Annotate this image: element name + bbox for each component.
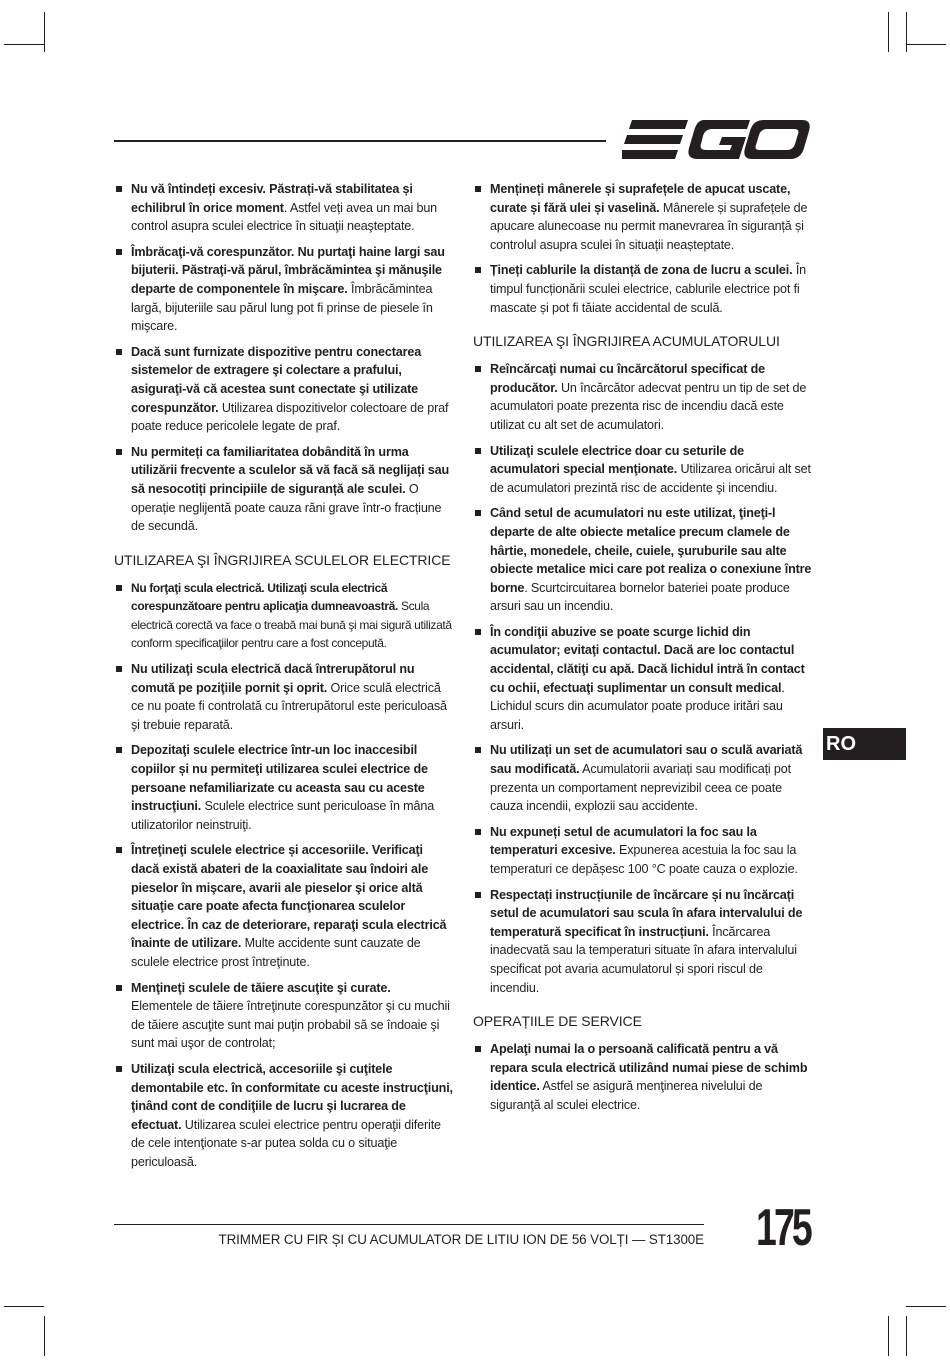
language-tab: RO — [823, 728, 906, 760]
crop-mark — [906, 1306, 946, 1307]
list-item: Nu vă întindeți excesiv. Păstrați-vă stabilitatea și echilibrul în orice moment. Astfel veți avea un mai bun control asupra sculei electrice în situaţii neaşteptate. — [114, 180, 454, 236]
list-item: Utilizaţi sculele electrice doar cu seturile de acumulatori special menţionate. Utilizarea oricărui alt set de acumulatori prezintă risc de accidente şi incendiu. — [473, 442, 813, 498]
safety-list — [473, 1040, 813, 1114]
list-item: Nu permiteți ca familiaritatea dobândită în urma utilizării frecvente a sculelor să vă facă să neglijați sau să nesocotiți principiile de siguranță ale sculei. O operație neglijentă poate cauza răni grave într-o fracțiune de secundă. — [114, 443, 454, 536]
section-heading: OPERAȚIILE DE SERVICE — [473, 1013, 642, 1030]
crop-mark — [888, 1316, 889, 1356]
crop-mark — [906, 1316, 907, 1356]
list-item: Când setul de acumulatori nu este utilizat, ţineţi-l departe de alte obiecte metalice precum clamele de hârtie, monedele, cheile, cuiele, şuruburile sau alte obiecte metalice mici care pot realiza o conexiune între borne. Scurtcircuitarea bornelor bateriei poate produce arsuri sau un incendiu. — [473, 504, 813, 616]
safety-list — [114, 180, 454, 536]
footer-title: TRIMMER CU FIR ȘI CU ACUMULATOR DE LITIU ION DE 56 VOLȚI — ST1300E — [218, 1232, 704, 1247]
list-item: Nu utilizați un set de acumulatori sau o sculă avariată sau modificată. Acumulatorii avariați sau modificați pot prezenta un comportament neprevizibil ceea ce poate cauza incendii, explozii sau accidente. — [473, 741, 813, 815]
list-item: Nu expuneți setul de acumulatori la foc sau la temperaturi excesive. Expunerea acestuia la foc sau la temperaturi ce depășesc 100 °C poate cauza o explozie. — [473, 823, 813, 879]
list-item: Depozitaţi sculele electrice într-un loc inaccesibil copiilor și nu permiteţi utilizarea sculei electrice de persoane nefamiliarizate cu aceasta sau cu aceste instrucţiuni. Sculele electrice sunt periculoase în mâna utilizatorilor neinstruiţi. — [114, 741, 454, 834]
crop-mark — [888, 12, 889, 52]
list-item: Nu forţaţi scula electrică. Utilizaţi scula electrică corespunzătoare pentru aplicaţia dumneavoastră. Scula electrică corectă va face o treabă mai bună şi mai sigură utilizată conform specificaţiilor pentru care a fost concepută. — [114, 579, 454, 653]
list-item: Întreţineţi sculele electrice și accesoriile. Verificaţi dacă există abateri de la coaxialitate sau îndoiri ale pieselor în mişcare, avarii ale pieselor şi orice altă situaţie care poate afecta funcţionarea sculelor electrice. În caz de deteriorare, reparaţi scula electrică înainte de utilizare. Multe accidente sunt cauzate de sculele electrice prost întreţinute. — [114, 841, 454, 971]
list-item: Apelaţi numai la o persoană calificată pentru a vă repara scula electrică utilizând numai piese de schimb identice. Astfel se asigură menţinerea nivelului de siguranţă al sculei electrice. — [473, 1040, 813, 1114]
list-item: Țineți cablurile la distanță de zona de lucru a sculei. În timpul funcționării sculei electrice, cablurile electrice pot fi mascate și pot fi tăiate accidental de sculă. — [473, 261, 813, 317]
list-item: Utilizaţi scula electrică, accesoriile şi cuţitele demontabile etc. în conformitate cu aceste instrucţiuni, ţinând cont de condiţiile de lucru şi lucrarea de efectuat. Utilizarea sculei electrice pentru operaţii diferite de cele intenţionate s-ar putea solda cu o situaţie periculoasă. — [114, 1060, 454, 1172]
safety-list — [473, 180, 813, 317]
header-rule — [114, 140, 606, 142]
list-item: În condiţii abuzive se poate scurge lichid din acumulator; evitaţi contactul. Dacă are loc contactul accidental, clătiţi cu apă. Dacă lichidul intră în contact cu ochii, efectuaţi suplimentar un consult medical. Lichidul scurs din acumulator poate produce iritări sau arsuri. — [473, 623, 813, 735]
ego-logo — [622, 118, 810, 162]
page-number: 175 — [756, 1199, 810, 1257]
right-column — [473, 180, 813, 1122]
left-column — [114, 180, 454, 1179]
crop-mark — [906, 12, 907, 52]
crop-mark — [44, 1316, 45, 1356]
section-heading: UTILIZAREA ŞI ÎNGRIJIREA ACUMULATORULUI — [473, 333, 780, 350]
list-item: Mențineți mânerele și suprafețele de apucat uscate, curate și fără ulei și vaselină. Mânerele și suprafețele de apucare alunecoase nu permit manevrarea în siguranță și controlul asupra sculei în situații neașteptate. — [473, 180, 813, 254]
crop-mark — [906, 44, 946, 45]
crop-mark — [44, 12, 45, 52]
section-heading: UTILIZAREA ŞI ÎNGRIJIREA SCULELOR ELECTRICE — [114, 551, 451, 568]
crop-mark — [4, 1306, 44, 1307]
footer-rule — [114, 1224, 704, 1225]
list-item: Îmbrăcaţi-vă corespunzător. Nu purtaţi haine largi sau bijuterii. Păstraţi-vă părul, îmbrăcămintea şi mănuşile departe de componentele în mişcare. Îmbrăcămintea largă, bijuteriile sau părul lung pot fi prinse de piesele în mişcare. — [114, 243, 454, 336]
list-item: Dacă sunt furnizate dispozitive pentru conectarea sistemelor de extragere şi colectare a prafului, asiguraţi-vă că acestea sunt conectate şi utilizate corespunzător. Utilizarea dispozitivelor colectoare de praf poate reduce pericolele legate de praf. — [114, 343, 454, 436]
list-item: Reîncărcaţi numai cu încărcătorul specificat de producător. Un încărcător adecvat pentru un tip de set de acumulatori poate prezenta risc de incendiu dacă este utilizat cu alt set de acumulatori. — [473, 360, 813, 434]
crop-mark — [4, 44, 44, 45]
list-item: Nu utilizaţi scula electrică dacă întrerupătorul nu comută pe poziţiile pornit şi oprit. Orice sculă electrică ce nu poate fi controlată cu întrerupătorul este periculoasă şi trebuie reparată. — [114, 660, 454, 734]
list-item: Menţineţi sculele de tăiere ascuţite şi curate. Elementele de tăiere întreţinute corespunzător şi cu muchii de tăiere ascuţite sunt mai puţin probabil să se îndoaie şi sunt mai uşor de controlat; — [114, 979, 454, 1053]
safety-list — [473, 360, 813, 997]
list-item: Respectați instrucțiunile de încărcare și nu încărcați setul de acumulatori sau scula în afara intervalului de temperatură specificat în instrucțiuni. Încărcarea inadecvată sau la temperaturi situate în afara intervalului specificat pot avaria acumulatorul și spori riscul de incendiu. — [473, 886, 813, 998]
safety-list — [114, 579, 454, 1172]
